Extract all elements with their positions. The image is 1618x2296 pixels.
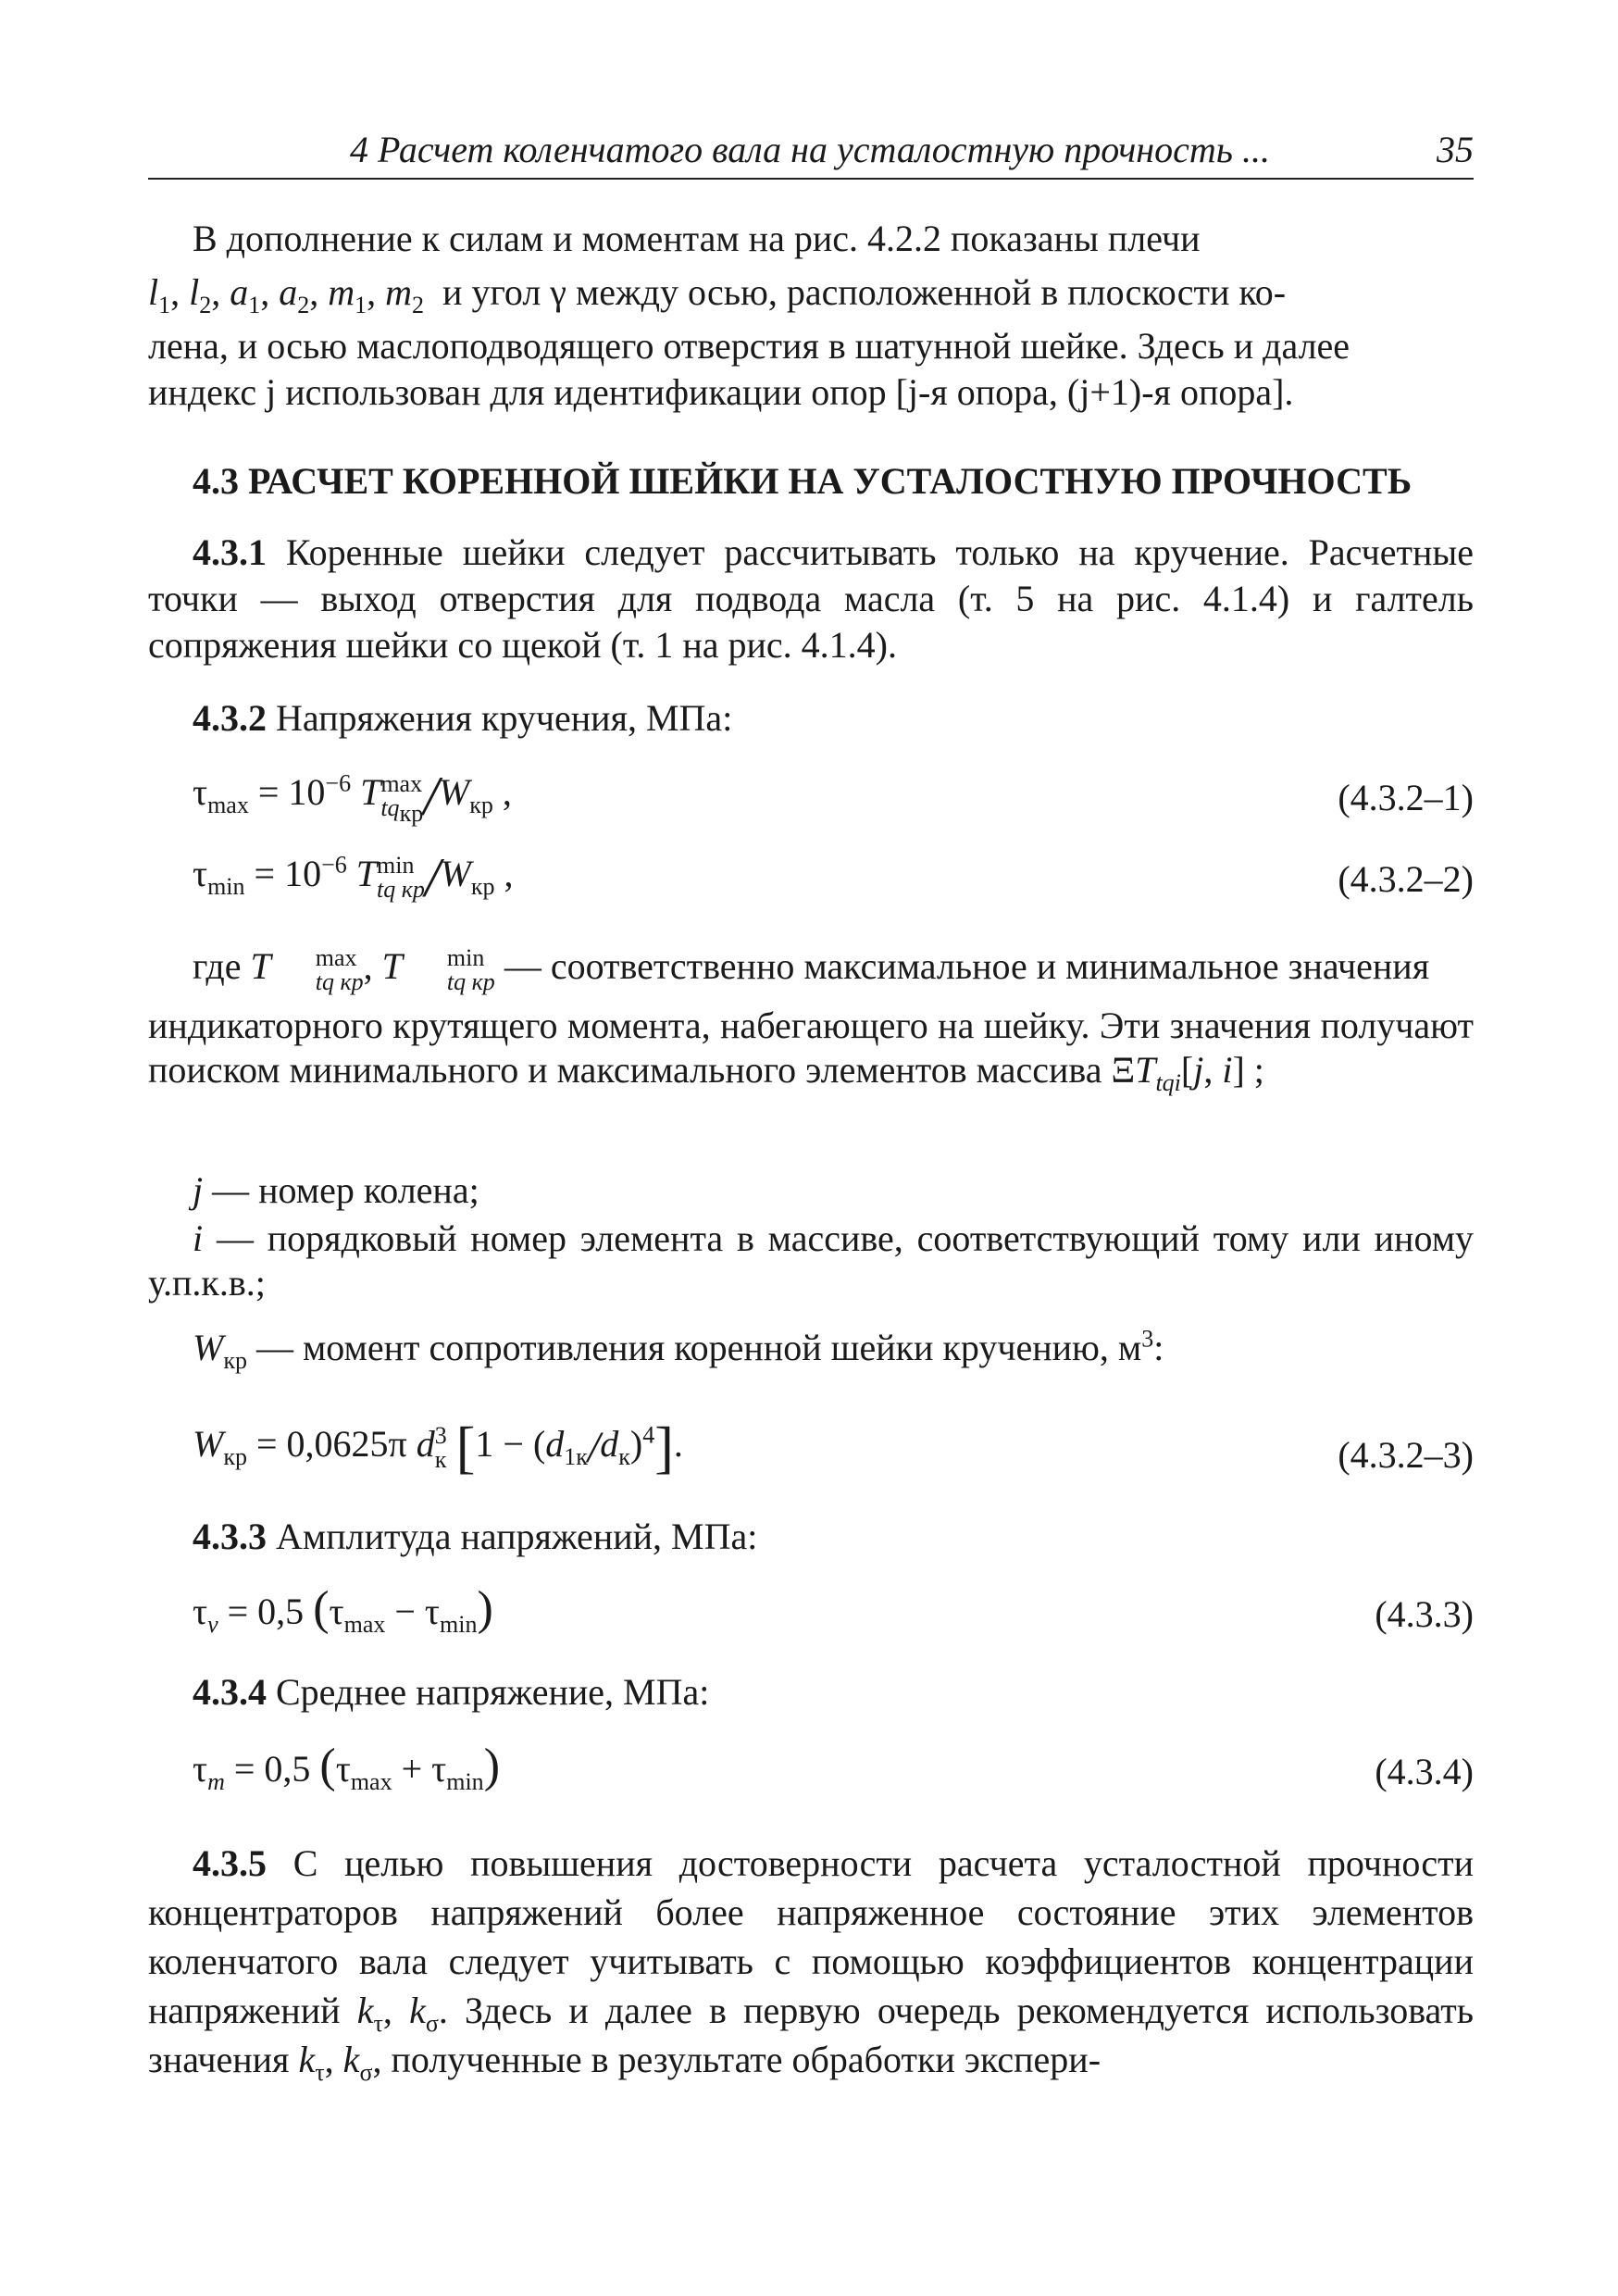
w-def-text: — момент сопротивления коренной шейки кручению, м [255, 1327, 1142, 1368]
intro-line-2-text: и угол γ между осью, расположенной в плоскости ко- [442, 271, 1287, 313]
paragraph-4-3-1 [148, 530, 1474, 668]
where-cont-text: индикаторного крутящего момента, набегающего на шейку. Эти значения получают поиском минимального и максимального элементов массива [148, 1004, 1474, 1091]
page-number: 35 [1437, 129, 1474, 170]
header-title: 4 Расчет коленчатого вала на усталостную прочность ... [350, 129, 1270, 170]
intro-line-1: В дополнение к силам и моментам на рис. 4.2.2 показаны плечи [193, 218, 1201, 259]
equation-number: (4.3.2–2) [1338, 858, 1474, 900]
section-heading: 4.3 РАСЧЕТ КОРЕННОЙ ШЕЙКИ НА УСТАЛОСТНУЮ ПРОЧНОСТЬ [193, 460, 1413, 502]
where-prefix: где [193, 945, 242, 987]
intro-line-3: лена, и осью маслоподводящего отверстия в шатунной шейке. Здесь и далее [148, 325, 1350, 367]
i-definition: i — порядковый номер элемента в массиве, соответствующий тому или иному у.п.к.в.; [148, 1217, 1475, 1304]
clause-text: Среднее напряжение, МПа: [276, 1671, 710, 1713]
clause-text-2: . Здесь и далее в первую очередь рекомендуется использовать значения [148, 1990, 1474, 2080]
clause-number: 4.3.5 [193, 1842, 267, 1884]
w-definition: $W_{кр}$ — момент сопротивления коренной шейки кручению, $м^3$: [193, 1325, 1164, 1374]
equation-number: (4.3.2–1) [1338, 777, 1474, 818]
running-header [148, 120, 1474, 180]
where-text: — соответственно максимальное и минимальное значения [504, 945, 1430, 987]
j-def-text: — номер колена; [212, 1169, 479, 1211]
j-definition: j — номер колена; [193, 1169, 479, 1211]
clause-number: 4.3.3 [193, 1516, 267, 1557]
equation-w-kr: $W_{кр} = 0,0625\pi$ d 3 к $[1 - (d_{1к}/d_к)^4]$. [193, 1416, 683, 1479]
clause-number: 4.3.4 [193, 1671, 267, 1713]
equation-tau-m: $\tau_m = 0,5$ $(\tau_{max} + \tau_{min})$ [193, 1740, 501, 1795]
equation-number: (4.3.3) [1375, 1593, 1474, 1635]
i-def-text: — порядковый номер элемента в массиве, соответствующий тому или иному у.п.к.в.; [148, 1217, 1475, 1304]
paragraph-4-3-2 [148, 694, 1474, 742]
clause-text: Напряжения кручения, МПа: [276, 697, 733, 739]
intro-line-4: индекс j использован для идентификации опор [j-я опора, (j+1)-я опора]. [148, 371, 1294, 413]
paragraph-4-3-4 [148, 1668, 1474, 1716]
clause-text: Коренные шейки следует рассчитывать только на кручение. Расчетные точки — выход отверстия для подвода масла (т. 5 на рис. 4.1.4) и галтель сопряжения шейки со щекой (т. 1 на рис. 4.1.4). [148, 531, 1475, 666]
clause-text-3: , полученные в результате обработки экспери- [372, 2039, 1101, 2080]
equation-tau-v: $\tau_v = 0,5$ $(\tau_{max} - \tau_{min})$ [193, 1582, 493, 1638]
clause-number: 4.3.1 [193, 531, 267, 573]
clause-text: Амплитуда напряжений, МПа: [276, 1516, 758, 1557]
clause-text: С целью повышения достоверности расчета усталостной прочности концентраторов напряжений более напряженное состояние этих элементов коленчатого вала следует учитывать с помощью коэффициентов концентрации напряжений [148, 1842, 1475, 2031]
equation-number: (4.3.2–3) [1338, 1434, 1474, 1476]
intro-line-2: $l_1$, $l_2$, $a_1$, $a_2$, $m_1$, $m_2$ и угол γ между осью, расположенной в плоскости ко- [148, 271, 1287, 318]
equation-tau-min: $\tau_{min} = 10^{-6}$ T min tq кр $/W_{кр}$ , [193, 846, 514, 908]
where-line: где T max tq кр , T min tq кр — соответственно максимальное и минимальное значения [193, 943, 1430, 995]
where-continuation: индикаторного крутящего момента, набегающего на шейку. Эти значения получают поиском минимального и максимального элементов массива $\Xi T_{tqi}[j$, i] ; [148, 1004, 1474, 1096]
paragraph-4-3-3 [148, 1513, 1474, 1561]
equation-tau-max: $\tau_{max} = 10^{-6}$ T max $tq_{кр}$ $/W_{кр}$ , [193, 765, 512, 827]
paragraph-4-3-5: 4.3.5 С целью повышения достоверности расчета усталостной прочности концентраторов напряжений более напряженное состояние этих элементов коленчатого вала следует учитывать с помощью коэффициентов концентрации напряжений $k_\tau$, $k_\sigma$. Здесь и далее в первую очередь рекомендуется использовать значения $k_\tau$, $k_\sigma$, полученные в результате обработки экспери- [148, 1842, 1475, 2086]
clause-number: 4.3.2 [193, 697, 267, 739]
equation-number: (4.3.4) [1375, 1751, 1474, 1792]
